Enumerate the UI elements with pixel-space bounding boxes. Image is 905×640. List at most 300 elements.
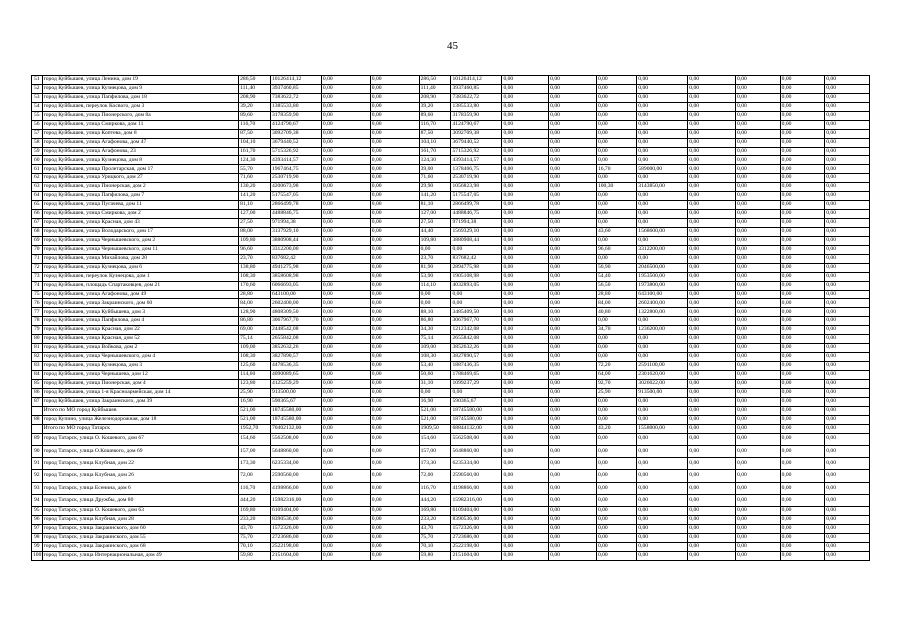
row-number-cell: 94 (32, 494, 43, 506)
value-cell: 3679440,52 (451, 138, 502, 147)
value-cell: 72,20 (596, 362, 636, 371)
row-number-cell: 100 (32, 551, 43, 560)
value-cell: 0,00 (549, 379, 597, 388)
value-cell: 0,00 (736, 317, 781, 326)
value-cell: 0,00 (370, 272, 419, 281)
row-number-cell: 73 (32, 272, 43, 281)
value-cell: 0,00 (736, 551, 781, 560)
value-cell: 0,00 (825, 543, 870, 552)
value-cell: 2723686,00 (270, 534, 321, 543)
table-row (32, 445, 870, 457)
value-cell: 0,00 (780, 397, 825, 406)
value-cell: 0,00 (637, 236, 688, 245)
value-cell: 2151604,00 (451, 551, 502, 560)
value-cell: 0,00 (502, 507, 549, 516)
address-cell: город Татарск, улица Дружбы, дом 80 (42, 494, 238, 506)
table-row (32, 120, 870, 129)
value-cell: 0,00 (780, 93, 825, 102)
value-cell: 0,00 (637, 494, 688, 506)
address-cell: город Куйбышев, улица Смиркова, дом 2 (42, 210, 238, 219)
value-cell: 173,30 (239, 458, 271, 470)
value-cell: 0,00 (549, 525, 597, 534)
value-cell: 100,30 (596, 183, 636, 192)
value-cell: 0,00 (549, 147, 597, 156)
value-cell: 56,90 (596, 263, 636, 272)
value-cell: 0,00 (736, 445, 781, 457)
value-cell: 521,00 (239, 415, 271, 424)
value-cell: 18745580,00 (270, 415, 321, 424)
table-row (32, 507, 870, 516)
value-cell: 123,80 (239, 379, 271, 388)
value-cell: 0,00 (688, 379, 736, 388)
value-cell: 1952,70 (239, 424, 271, 433)
value-cell: 0,00 (321, 138, 370, 147)
value-cell: 109,00 (239, 344, 271, 353)
value-cell: 0,00 (596, 335, 636, 344)
value-cell: 0,00 (370, 551, 419, 560)
value-cell: 0,00 (451, 388, 502, 397)
value-cell: 8390536,00 (451, 516, 502, 525)
value-cell: 0,00 (596, 397, 636, 406)
table-row (32, 458, 870, 470)
address-cell: город Куйбышев, улица Пролетарская, дом 17 (42, 165, 238, 174)
value-cell: 0,00 (549, 93, 597, 102)
value-cell: 0,00 (825, 174, 870, 183)
value-cell: 16,70 (596, 165, 636, 174)
value-cell: 0,00 (825, 353, 870, 362)
value-cell: 0,00 (825, 299, 870, 308)
value-cell: 0,00 (321, 245, 370, 254)
value-cell: 0,00 (370, 543, 419, 552)
value-cell: 0,00 (549, 245, 597, 254)
value-cell: 0,00 (688, 210, 736, 219)
value-cell: 0,00 (780, 165, 825, 174)
value-cell: 18745580,00 (451, 406, 502, 415)
value-cell: 0,00 (637, 482, 688, 494)
row-number-cell: 95 (32, 507, 43, 516)
value-cell: 0,00 (825, 281, 870, 290)
value-cell: 913500,00 (270, 388, 321, 397)
value-cell: 0,00 (736, 525, 781, 534)
table-row (32, 470, 870, 482)
value-cell: 0,00 (502, 433, 549, 445)
value-cell: 0,00 (736, 507, 781, 516)
value-cell: 0,00 (596, 470, 636, 482)
value-cell: 0,00 (549, 516, 597, 525)
value-cell: 0,00 (637, 516, 688, 525)
row-number-cell: 54 (32, 102, 43, 111)
value-cell: 4125259,29 (270, 379, 321, 388)
row-number-cell: 86 (32, 388, 43, 397)
value-cell: 0,00 (736, 326, 781, 335)
value-cell: 5648860,00 (451, 445, 502, 457)
table-row (32, 543, 870, 552)
value-cell: 0,00 (637, 147, 688, 156)
value-cell: 3067967,70 (270, 317, 321, 326)
value-cell: 0,00 (549, 370, 597, 379)
value-cell: 0,00 (637, 353, 688, 362)
value-cell: 0,00 (688, 433, 736, 445)
row-number-cell: 67 (32, 219, 43, 228)
value-cell: 0,00 (370, 433, 419, 445)
value-cell: 0,00 (370, 219, 419, 228)
value-cell: 0,00 (780, 210, 825, 219)
value-cell: 3092709,38 (451, 129, 502, 138)
value-cell: 0,00 (825, 263, 870, 272)
table-row (32, 406, 870, 415)
value-cell: 0,00 (780, 433, 825, 445)
address-cell: город Татарск, улица О. Кошевого, дом 63 (42, 507, 238, 516)
table-row (32, 236, 870, 245)
value-cell: 0,00 (502, 424, 549, 433)
value-cell: 109,80 (419, 236, 451, 245)
address-cell: город Куйбышев, улица Агафонова, дом 49 (42, 290, 238, 299)
address-cell: город Татарск, улица Клубная, дом 26 (42, 470, 238, 482)
value-cell: 2655842,08 (270, 335, 321, 344)
value-cell: 0,00 (502, 299, 549, 308)
row-number-cell (32, 406, 43, 415)
value-cell: 0,00 (321, 201, 370, 210)
value-cell: 0,00 (736, 308, 781, 317)
value-cell: 0,00 (370, 156, 419, 165)
value-cell: 169,80 (239, 507, 271, 516)
value-cell: 0,00 (736, 254, 781, 263)
value-cell: 23,70 (239, 254, 271, 263)
value-cell: 4032893,05 (451, 281, 502, 290)
table-row (32, 174, 870, 183)
value-cell: 54,40 (596, 272, 636, 281)
value-cell: 1568600,00 (637, 227, 688, 236)
value-cell: 87,50 (419, 129, 451, 138)
value-cell: 0,00 (370, 165, 419, 174)
value-cell: 0,00 (825, 379, 870, 388)
value-cell: 0,00 (370, 138, 419, 147)
row-number-cell: 90 (32, 445, 43, 457)
value-cell: 0,00 (502, 147, 549, 156)
value-cell: 0,00 (736, 263, 781, 272)
value-cell: 0,00 (321, 219, 370, 228)
address-cell: город Купино, улица Железнодорожная, дом 18 (42, 415, 238, 424)
value-cell: 0,00 (596, 129, 636, 138)
value-cell: 0,00 (736, 388, 781, 397)
value-cell: 128,90 (239, 308, 271, 317)
value-cell: 0,00 (825, 516, 870, 525)
value-cell: 34,70 (596, 326, 636, 335)
value-cell: 0,00 (736, 458, 781, 470)
value-cell: 0,00 (419, 245, 451, 254)
row-number-cell: 93 (32, 482, 43, 494)
value-cell: 0,00 (549, 183, 597, 192)
table-row (32, 102, 870, 111)
value-cell: 6235334,00 (451, 458, 502, 470)
value-cell: 4124790,67 (270, 120, 321, 129)
value-cell: 0,00 (736, 165, 781, 174)
value-cell: 0,00 (736, 379, 781, 388)
value-cell: 6109404,00 (270, 507, 321, 516)
value-cell: 0,00 (825, 415, 870, 424)
address-cell: город Куйбышев, переулок Косвого, дом 3 (42, 102, 238, 111)
value-cell: 0,00 (502, 397, 549, 406)
value-cell: 0,00 (596, 156, 636, 165)
value-cell: 0,00 (637, 445, 688, 457)
value-cell: 0,00 (370, 129, 419, 138)
value-cell: 0,00 (321, 156, 370, 165)
value-cell: 0,00 (321, 516, 370, 525)
value-cell: 0,00 (780, 219, 825, 228)
value-cell: 81,10 (239, 201, 271, 210)
value-cell: 0,00 (419, 388, 451, 397)
row-number-cell: 77 (32, 308, 43, 317)
value-cell: 0,00 (688, 308, 736, 317)
table-row (32, 353, 870, 362)
value-cell: 0,00 (370, 147, 419, 156)
value-cell: 0,00 (637, 344, 688, 353)
value-cell: 88,00 (239, 227, 271, 236)
address-cell: город Куйбышев, переулок Кузнецова, дом 1 (42, 272, 238, 281)
value-cell: 2590560,00 (270, 470, 321, 482)
value-cell: 0,00 (549, 165, 597, 174)
value-cell: 0,00 (780, 263, 825, 272)
value-cell: 0,00 (370, 93, 419, 102)
value-cell: 0,00 (549, 470, 597, 482)
value-cell: 0,00 (780, 281, 825, 290)
value-cell: 0,00 (688, 482, 736, 494)
value-cell: 0,00 (736, 482, 781, 494)
value-cell: 43,70 (419, 525, 451, 534)
value-cell: 0,00 (688, 388, 736, 397)
value-cell: 0,00 (549, 551, 597, 560)
value-cell: 0,00 (780, 76, 825, 85)
value-cell: 0,00 (596, 84, 636, 93)
table-row (32, 147, 870, 156)
value-cell: 0,00 (370, 534, 419, 543)
value-cell: 4488846,75 (270, 210, 321, 219)
value-cell: 0,00 (502, 281, 549, 290)
value-cell: 0,00 (780, 174, 825, 183)
value-cell: 208,90 (419, 93, 451, 102)
address-cell: город Куйбышев, улица Красная, дом 43 (42, 219, 238, 228)
value-cell: 0,00 (825, 406, 870, 415)
value-cell: 64,00 (596, 370, 636, 379)
value-cell: 0,00 (780, 516, 825, 525)
value-cell: 0,00 (688, 245, 736, 254)
value-cell: 2866499,78 (451, 201, 502, 210)
value-cell: 2894775,98 (451, 263, 502, 272)
value-cell: 4090089,65 (270, 370, 321, 379)
value-cell: 0,00 (370, 424, 419, 433)
value-cell: 84,00 (239, 299, 271, 308)
value-cell: 0,00 (780, 227, 825, 236)
value-cell: 108,30 (419, 353, 451, 362)
value-cell: 208,90 (239, 93, 271, 102)
row-number-cell: 75 (32, 290, 43, 299)
table-row (32, 344, 870, 353)
value-cell: 0,00 (549, 201, 597, 210)
table-row (32, 165, 870, 174)
value-cell: 125,60 (239, 362, 271, 371)
value-cell: 75,14 (419, 335, 451, 344)
value-cell: 0,00 (549, 458, 597, 470)
value-cell: 0,00 (780, 445, 825, 457)
address-cell: город Татарск, улица Клубная, дом 28 (42, 516, 238, 525)
value-cell: 0,00 (780, 344, 825, 353)
value-cell: 0,00 (502, 210, 549, 219)
value-cell: 88,10 (419, 308, 451, 317)
value-cell: 4198866,00 (451, 482, 502, 494)
value-cell: 0,00 (688, 120, 736, 129)
value-cell: 0,00 (825, 183, 870, 192)
value-cell: 0,00 (688, 370, 736, 379)
value-cell: 3178359,90 (451, 111, 502, 120)
address-cell: город Куйбышев, улица Папфилова, дом 4 (42, 317, 238, 326)
value-cell: 0,00 (825, 458, 870, 470)
value-cell: 0,00 (688, 470, 736, 482)
value-cell: 0,00 (321, 388, 370, 397)
value-cell: 0,00 (637, 458, 688, 470)
value-cell: 0,00 (549, 335, 597, 344)
value-cell: 0,00 (688, 76, 736, 85)
value-cell: 59,80 (419, 551, 451, 560)
address-cell: город Куйбышев, улица Закраинского, дом 60 (42, 299, 238, 308)
value-cell: 0,00 (736, 147, 781, 156)
value-cell: 0,00 (688, 335, 736, 344)
value-cell: 0,00 (637, 543, 688, 552)
value-cell: 0,00 (780, 482, 825, 494)
address-cell: город Куйбышев, улица Чернышева, дом 12 (42, 370, 238, 379)
value-cell: 0,00 (736, 415, 781, 424)
value-cell: 0,00 (637, 551, 688, 560)
value-cell: 0,00 (321, 445, 370, 457)
value-cell: 0,00 (370, 494, 419, 506)
page-number: 45 (447, 40, 458, 52)
value-cell: 0,00 (321, 102, 370, 111)
row-number-cell: 87 (32, 397, 43, 406)
value-cell: 0,00 (321, 281, 370, 290)
value-cell: 0,00 (321, 93, 370, 102)
value-cell: 0,00 (825, 525, 870, 534)
value-cell: 0,00 (825, 219, 870, 228)
value-cell: 0,00 (637, 254, 688, 263)
row-number-cell: 55 (32, 111, 43, 120)
value-cell: 0,00 (825, 138, 870, 147)
value-cell: 0,00 (321, 129, 370, 138)
address-cell: город Куйбышев, улица Красная, дом 52 (42, 335, 238, 344)
value-cell: 0,00 (549, 543, 597, 552)
value-cell: 0,00 (502, 353, 549, 362)
value-cell: 1905108,98 (451, 272, 502, 281)
value-cell: 0,00 (596, 534, 636, 543)
value-cell: 1788469,65 (451, 370, 502, 379)
value-cell: 0,00 (780, 120, 825, 129)
row-number-cell: 60 (32, 156, 43, 165)
value-cell: 0,00 (321, 236, 370, 245)
value-cell: 0,00 (502, 362, 549, 371)
value-cell: 0,00 (637, 317, 688, 326)
value-cell: 0,00 (637, 111, 688, 120)
address-cell: город Куйбышев, улица Войкова, дом 2 (42, 344, 238, 353)
value-cell: 0,00 (688, 201, 736, 210)
value-cell: 157,00 (239, 445, 271, 457)
value-cell: 0,00 (549, 534, 597, 543)
value-cell: 0,00 (780, 406, 825, 415)
address-cell: город Куйбышев, улица Папфилова, дом 7 (42, 192, 238, 201)
value-cell: 0,00 (370, 353, 419, 362)
value-cell: 0,00 (321, 326, 370, 335)
table-row (32, 388, 870, 397)
address-cell: город Татарск, улица О.Кошевого, дом 69 (42, 445, 238, 457)
value-cell: 0,00 (736, 335, 781, 344)
table-row (32, 370, 870, 379)
value-cell: 0,00 (502, 138, 549, 147)
value-cell: 2602400,00 (270, 299, 321, 308)
value-cell: 0,00 (637, 534, 688, 543)
value-cell: 0,00 (825, 433, 870, 445)
value-cell: 0,00 (736, 543, 781, 552)
value-cell: 4393414,57 (270, 156, 321, 165)
value-cell: 0,00 (637, 192, 688, 201)
value-cell: 0,00 (736, 406, 781, 415)
value-cell: 0,00 (502, 308, 549, 317)
value-cell: 4941275,98 (270, 263, 321, 272)
value-cell: 521,00 (419, 415, 451, 424)
address-cell: город Куйбышев, улица Красная, дом 22 (42, 326, 238, 335)
value-cell: 0,00 (596, 433, 636, 445)
value-cell: 0,00 (780, 147, 825, 156)
value-cell: 0,00 (549, 192, 597, 201)
value-cell: 0,00 (502, 445, 549, 457)
value-cell: 0,00 (370, 308, 419, 317)
value-cell: 0,00 (321, 272, 370, 281)
value-cell: 0,00 (502, 406, 549, 415)
table-row (32, 93, 870, 102)
value-cell: 0,00 (549, 254, 597, 263)
value-cell: 0,00 (502, 344, 549, 353)
value-cell: 161,70 (419, 147, 451, 156)
value-cell: 0,00 (549, 308, 597, 317)
address-cell: Итого по МО город Татарск (42, 424, 238, 433)
value-cell: 0,00 (549, 281, 597, 290)
value-cell: 0,00 (780, 290, 825, 299)
value-cell: 109,80 (239, 236, 271, 245)
address-cell: город Куйбышев, улица Агафонова, 23 (42, 147, 238, 156)
value-cell: 233,20 (419, 516, 451, 525)
value-cell: 89,60 (419, 111, 451, 120)
table-row (32, 201, 870, 210)
value-cell: 0,00 (549, 317, 597, 326)
value-cell: 116,70 (239, 120, 271, 129)
value-cell: 116,70 (419, 482, 451, 494)
value-cell: 0,00 (736, 102, 781, 111)
value-cell: 0,00 (321, 183, 370, 192)
value-cell: 0,00 (502, 227, 549, 236)
value-cell: 0,00 (736, 76, 781, 85)
value-cell: 0,00 (825, 272, 870, 281)
row-number-cell: 83 (32, 362, 43, 371)
value-cell: 71,60 (239, 174, 271, 183)
value-cell: 0,00 (321, 458, 370, 470)
value-cell: 0,00 (780, 129, 825, 138)
value-cell: 0,00 (825, 362, 870, 371)
value-cell: 0,00 (370, 245, 419, 254)
value-cell: 0,00 (502, 388, 549, 397)
value-cell: 0,00 (780, 111, 825, 120)
value-cell: 2866499,78 (270, 201, 321, 210)
value-cell: 0,00 (780, 308, 825, 317)
row-number-cell: 53 (32, 93, 43, 102)
value-cell: 0,00 (370, 335, 419, 344)
value-cell: 0,00 (321, 308, 370, 317)
value-cell: 39,20 (419, 102, 451, 111)
